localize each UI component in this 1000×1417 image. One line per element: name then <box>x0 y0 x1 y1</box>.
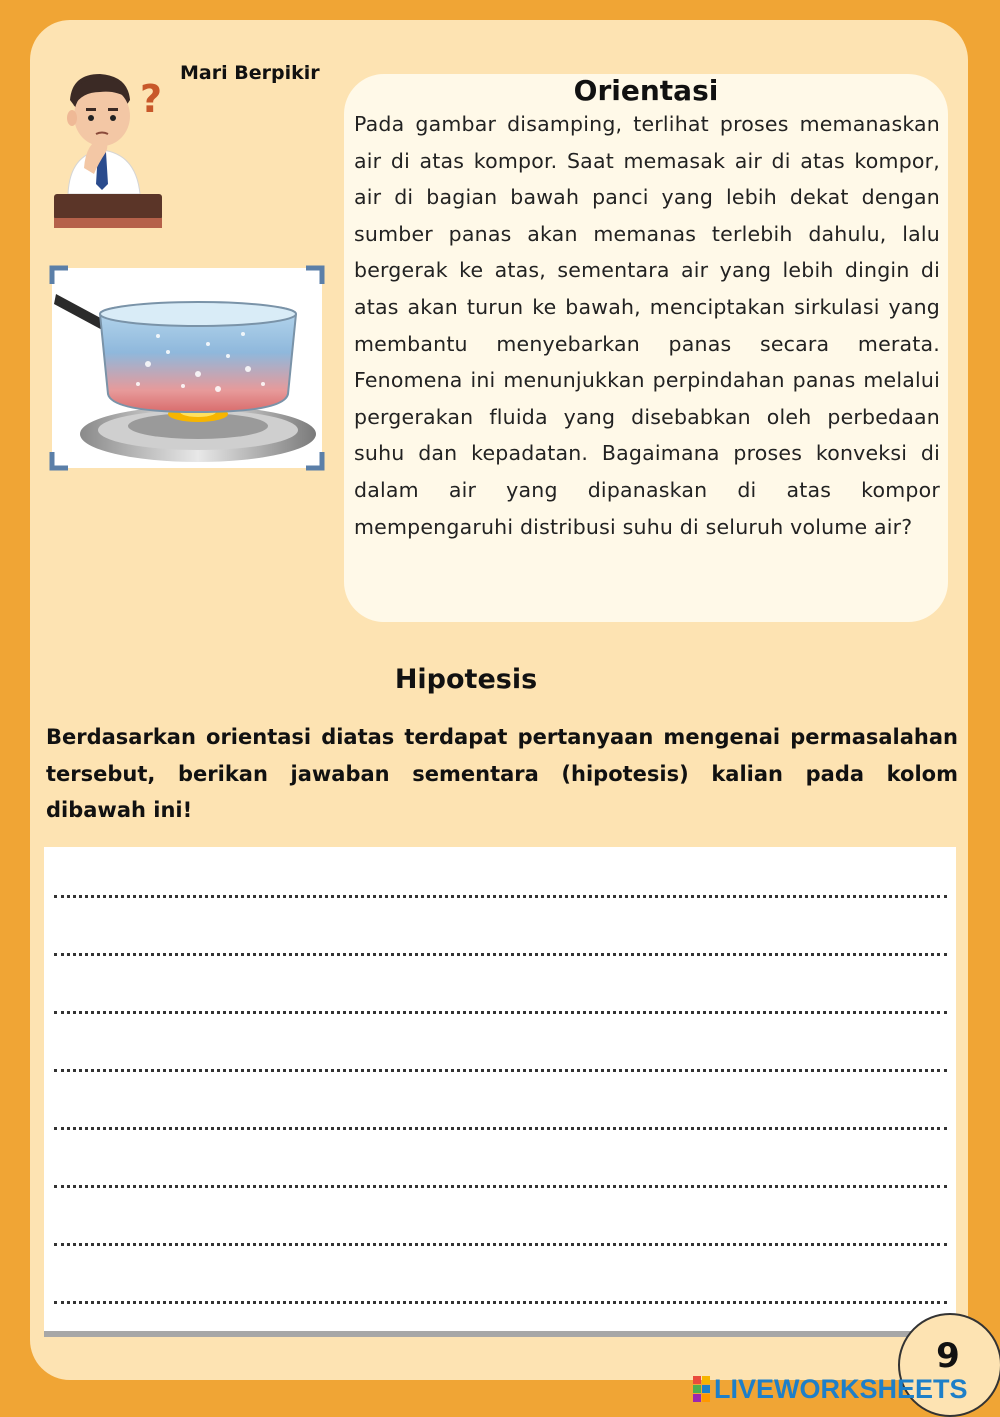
orientasi-text: Pada gambar disamping, terlihat proses memanaskan air di atas kompor. Saat memasak air di atas kompor, air di bagian bawah panci yang lebih dekat dengan sumber panas akan memanas terlebih dahulu, lalu bergerak ke atas, sementara air yang lebih dingin di atas akan turun ke bawah, menciptakan sirkulasi yang membantu menyebarkan panas secara merata. Fenomena ini menunjukkan perpindahan panas melalui pergerakan fluida yang disebabkan oleh perbedaan suhu dan kepadatan. Bagaimana proses konveksi di dalam air yang dipanaskan di atas kompor mempengaruhi distribusi suhu di seluruh volume air? <box>354 112 940 539</box>
liveworksheets-logo-icon <box>693 1376 711 1402</box>
hipotesis-instruction: Berdasarkan orientasi diatas terdapat pertanyaan mengenai permasalahan tersebut, berikan jawaban sementara (hipotesis) kalian pada kolom dibawah ini! <box>46 725 958 822</box>
answer-line[interactable] <box>54 1127 947 1130</box>
question-mark-icon: ? <box>140 77 163 121</box>
boiling-pot-image <box>48 264 326 472</box>
answer-line[interactable] <box>54 1069 947 1072</box>
answer-line[interactable] <box>54 1301 947 1304</box>
liveworksheets-brand[interactable] <box>693 1374 968 1404</box>
think-title: Mari Berpikir <box>180 62 320 84</box>
liveworksheets-text: LIVEWORKSHEETS <box>714 1373 968 1404</box>
answer-line[interactable] <box>54 1185 947 1188</box>
answer-line[interactable] <box>54 895 947 898</box>
answer-line[interactable] <box>54 953 947 956</box>
answer-line[interactable] <box>54 1011 947 1014</box>
answer-box[interactable] <box>44 847 956 1337</box>
orientasi-title: Orientasi <box>573 74 719 107</box>
answer-line[interactable] <box>54 1243 947 1246</box>
student-thinking-icon <box>48 66 168 234</box>
page-number: 9 <box>936 1336 960 1376</box>
hipotesis-title: Hipotesis <box>394 664 538 695</box>
